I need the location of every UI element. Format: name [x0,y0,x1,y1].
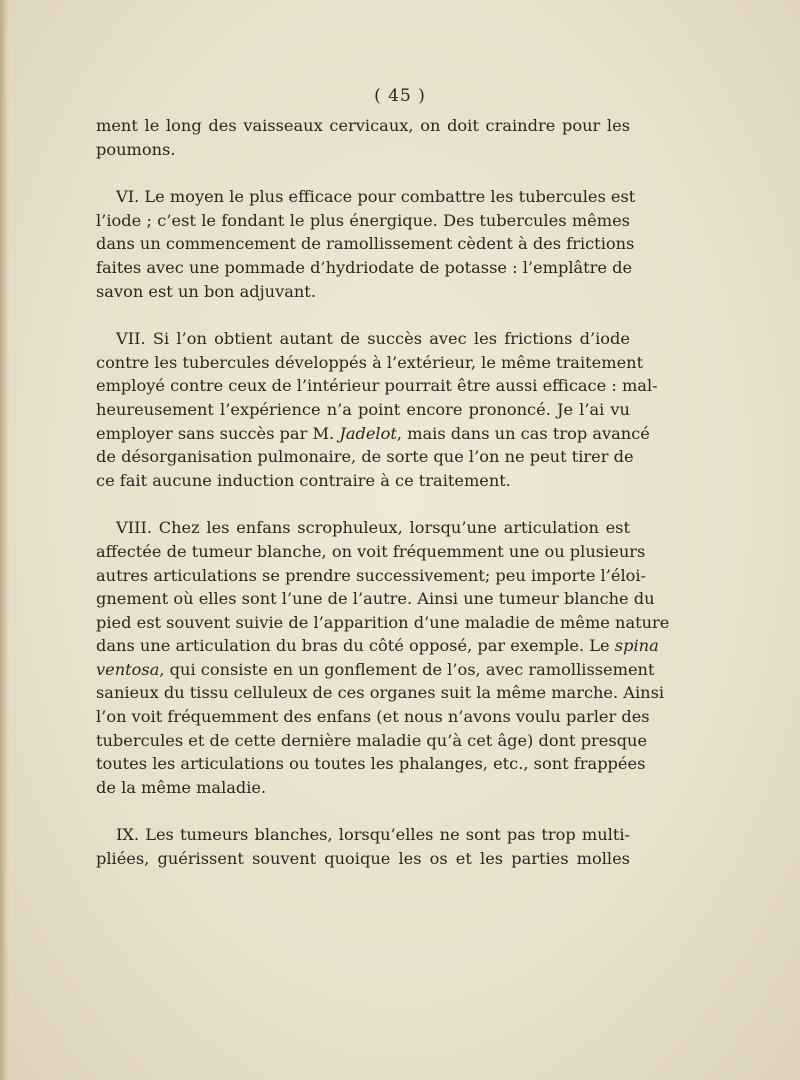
text-segment: , qui consiste en un gonflement de l’os, avec ramollissement [159,659,655,679]
page-number: ( 45 ) [374,86,426,106]
term-italic: spina [614,636,659,656]
text-line: affectée de tumeur blanche, on voit fréquemment une ou plusieurs [96,541,646,561]
text-line: IX. Les tumeurs blanches, lorsqu’elles ne sont pas trop multi- [116,825,630,845]
text-line: employé contre ceux de l’intérieur pourrait être aussi efficace : mal- [96,376,658,396]
text-segment: employer sans succès par M. [96,423,335,443]
text-segment: dans une articulation du bras du côté opposé, par exemple. Le [96,636,610,656]
page-spine-shadow [0,0,9,1080]
text-line: ce fait aucune induction contraire à ce traitement. [96,470,511,490]
text-line-mixed [96,422,650,446]
text-line-mixed [96,658,655,682]
term-italic: ventosa [96,659,160,679]
author-name-italic: Jadelot [339,423,397,443]
paragraph-continuation [96,114,630,161]
text-line: poumons. [96,139,176,159]
text-line: ment le long des vaisseaux cervicaux, on doit craindre pour les [96,116,630,135]
page-text [96,114,670,871]
paragraph-vii [96,327,658,492]
text-segment: , mais dans un cas trop avancé [396,423,650,443]
text-line: savon est un bon adjuvant. [96,281,316,301]
paragraph-ix [96,823,630,870]
paragraph-viii [96,516,670,799]
text-line: faites avec une pommade d’hydriodate de potasse : l’emplâtre de [96,257,633,277]
text-line: tubercules et de cette dernière maladie qu’à cet âge) dont presque [96,730,648,750]
text-line: l’iode ; c’est le fondant le plus énergique. Des tubercules mêmes [96,210,630,230]
paragraph-vi [96,185,636,303]
text-line: gnement où elles sont l’une de l’autre. Ainsi une tumeur blanche du [96,589,655,609]
text-line: dans un commencement de ramollissement cèdent à des frictions [96,234,635,254]
text-line: pliées, guérissent souvent quoique les os et les parties molles [96,849,630,869]
text-line: VII. Si l’on obtient autant de succès avec les frictions d’iode [116,329,630,349]
text-line: VIII. Chez les enfans scrophuleux, lorsqu’une articulation est [116,518,630,538]
text-line: sanieux du tissu celluleux de ces organes suit la même marche. Ainsi [96,683,665,703]
text-line: contre les tubercules développés à l’extérieur, le même traitement [96,352,644,372]
text-line: VI. Le moyen le plus efficace pour combattre les tubercules est [116,187,636,207]
text-line: pied est souvent suivie de l’apparition d’une maladie de même nature [96,612,670,632]
text-line: de désorganisation pulmonaire, de sorte que l’on ne peut tirer de [96,447,634,467]
text-line: toutes les articulations ou toutes les phalanges, etc., sont frappées [96,754,646,774]
text-line: de la même maladie. [96,777,267,797]
text-line: heureusement l’expérience n’a point encore prononcé. Je l’ai vu [96,399,630,419]
text-line: l’on voit fréquemment des enfans (et nous n’avons voulu parler des [96,707,650,727]
text-line: autres articulations se prendre successivement; peu importe l’éloi- [96,565,647,585]
text-line-mixed [96,634,659,658]
